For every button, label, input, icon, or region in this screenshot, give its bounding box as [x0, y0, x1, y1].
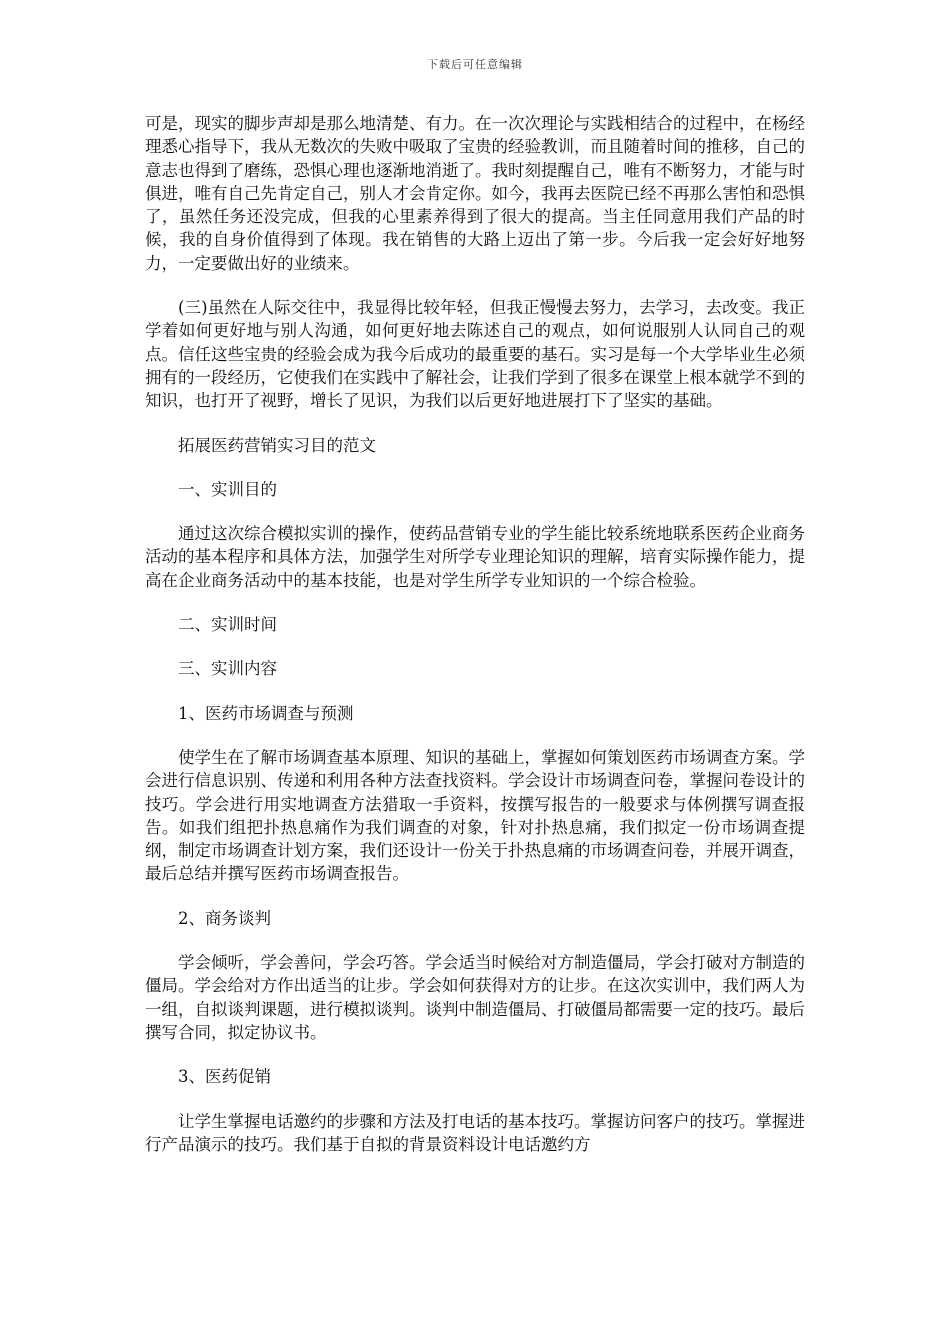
- paragraph-reality-steps: 可是，现实的脚步声却是那么地清楚、有力。在一次次理论与实践相结合的过程中，在杨经理悉心指导下，我从无数次的失败中吸取了宝贵的经验教训，而且随着时间的推移，自己的意志也得到了磨练，恐惧心理也逐渐地消逝了。我时刻提醒自己，唯有不断努力，才能与时俱进，唯有自己先肯定自己，别人才会肯定你。如今，我再去医院已经不再那么害怕和恐惧了，虽然任务还没完成，但我的心里素养得到了很大的提高。当主任同意用我们产品的时候，我的自身价值得到了体现。我在销售的大路上迈出了第一步。今后我一定会好好地努力，一定要做出好的业绩来。: [145, 114, 805, 273]
- paragraph-business-negotiation: 学会倾听，学会善问，学会巧答。学会适当时候给对方制造僵局，学会打破对方制造的僵局。学会给对方作出适当的让步。学会如何获得对方的让步。在这次实训中，我们两人为一组，自拟谈判课题，进行模拟谈判。谈判中制造僵局、打破僵局都需要一定的技巧。最后撰写合同，拟定协议书。: [145, 953, 805, 1042]
- section-title-expansion: 拓展医药营销实习目的范文: [178, 435, 376, 455]
- paragraph-interpersonal: (三)虽然在人际交往中，我显得比较年轻，但我正慢慢去努力，去学习，去改变。我正学着如何更好地与别人沟通，如何更好地去陈述自己的观点，如何说服别人认同自己的观点。信任这些宝贵的经验会成为我今后成功的最重要的基石。实习是每一个大学毕业生必须拥有的一段经历，它使我们在实践中了解社会，让我们学到了很多在课堂上根本就学不到的知识，也打开了视野，增长了见识，为我们以后更好地进展打下了坚实的基础。: [145, 298, 805, 411]
- heading-medical-promotion: 3、医药促销: [178, 1067, 271, 1087]
- heading-business-negotiation: 2、商务谈判: [178, 908, 271, 928]
- heading-market-research: 1、医药市场调查与预测: [178, 703, 354, 723]
- heading-training-purpose: 一、实训目的: [178, 479, 277, 499]
- document-body: [145, 112, 805, 1177]
- paragraph-market-research: 使学生在了解市场调查基本原理、知识的基础上，掌握如何策划医药市场调查方案。学会进行信息识别、传递和利用各种方法查找资料。学会设计市场调查问卷，掌握问卷设计的技巧。学会进行用实地调查方法猎取一手资料，按撰写报告的一般要求与体例撰写调查报告。如我们组把扑热息痛作为我们调查的对象，针对扑热息痛，我们拟定一份市场调查提纲，制定市场调查计划方案，我们还设计一份关于扑热息痛的市场调查问卷，并展开调查，最后总结并撰写医药市场调查报告。: [145, 747, 805, 884]
- heading-training-time: 二、实训时间: [178, 615, 277, 635]
- paragraph-medical-promotion: 让学生掌握电话邀约的步骤和方法及打电话的基本技巧。掌握访问客户的技巧。掌握进行产品演示的技巧。我们基于自拟的背景资料设计电话邀约方: [145, 1111, 805, 1154]
- page-header: 下载后可任意编辑: [427, 58, 523, 71]
- heading-training-content: 三、实训内容: [178, 659, 277, 679]
- paragraph-training-purpose: 通过这次综合模拟实训的操作，使药品营销专业的学生能比较系统地联系医药企业商务活动的基本程序和具体方法，加强学生对所学专业理论知识的理解，培育实际操作能力，提高在企业商务活动中的基本技能，也是对学生所学专业知识的一个综合检验。: [145, 524, 805, 590]
